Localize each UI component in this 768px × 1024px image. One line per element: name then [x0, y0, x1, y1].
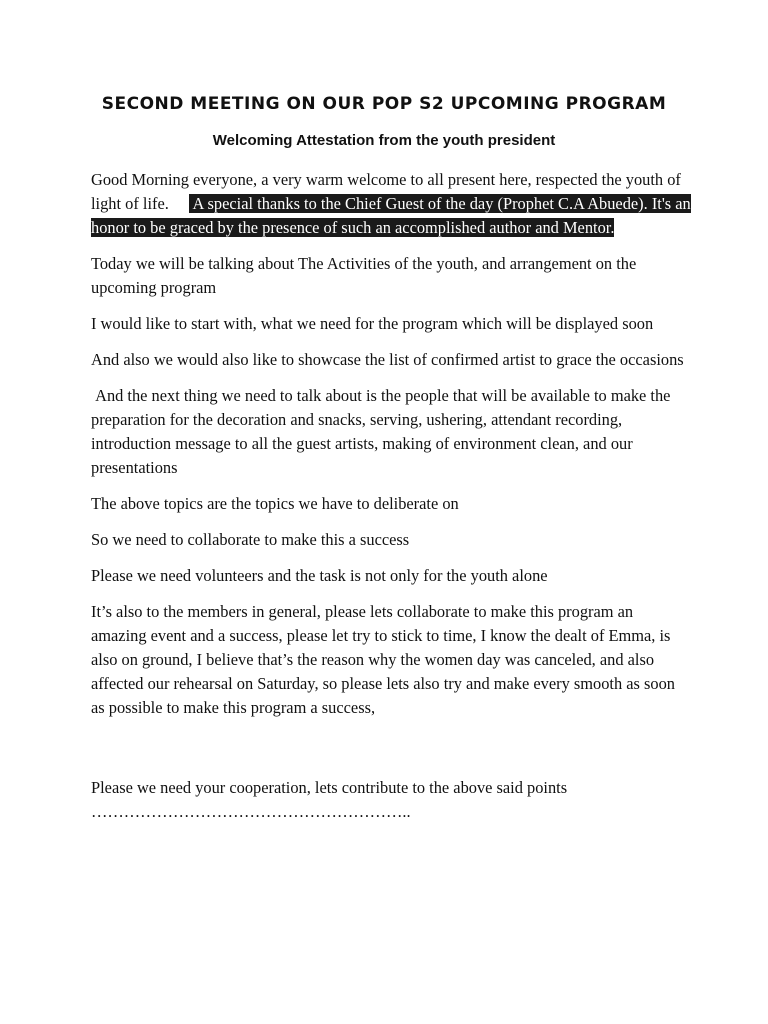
- paragraph-activities: Today we will be talking about The Activities of the youth, and arrangement on the upcoming program: [91, 254, 637, 297]
- welcome-text: Good Morning everyone, a very warm welcome to all present here, respected the youth of light of life.: [91, 170, 685, 213]
- document-subtitle: Welcoming Attestation from the youth president: [212, 132, 556, 149]
- document-title: SECOND MEETING ON OUR POP S2 UPCOMING PROGRAM: [101, 94, 667, 114]
- cooperation-text: Please we need your cooperation, lets contribute to the above said points: [91, 778, 568, 797]
- dotted-line: …………………………………………………..: [91, 802, 411, 821]
- paragraph-artists: And also we would also like to showcase the list of confirmed artist to grace the occasions: [91, 350, 684, 369]
- paragraph-preparation: And the next thing we need to talk about is the people that will be available to make the preparation for the decoration and snacks, serving, ushering, attendant recording, introduction message to all the guest artists, making of environment clean, and our presentations: [91, 386, 675, 477]
- paragraph-topics: The above topics are the topics we have to deliberate on: [91, 494, 459, 513]
- paragraph-cooperation: [91, 776, 691, 824]
- highlighted-text: A special thanks to the Chief Guest of the day (Prophet C.A Abuede). It's an honor to be graced by the presence of such an accomplished author and Mentor.: [91, 194, 691, 237]
- paragraph-collaborate: So we need to collaborate to make this a success: [91, 530, 410, 549]
- paragraph-program-needs: I would like to start with, what we need for the program which will be displayed soon: [91, 314, 654, 333]
- spacer: [91, 732, 691, 776]
- document-body: [91, 168, 691, 836]
- paragraph-volunteers: Please we need volunteers and the task is not only for the youth alone: [91, 566, 548, 585]
- paragraph-welcome: [91, 168, 691, 240]
- paragraph-members: It’s also to the members in general, please lets collaborate to make this program an amazing event and a success, please let try to stick to time, I know the dealt of Emma, is also on ground, I believe that’s the reason why the women day was canceled, and also affected our rehearsal on Saturday, so please lets also try and make every smooth as soon as possible to make this program a success,: [91, 602, 675, 717]
